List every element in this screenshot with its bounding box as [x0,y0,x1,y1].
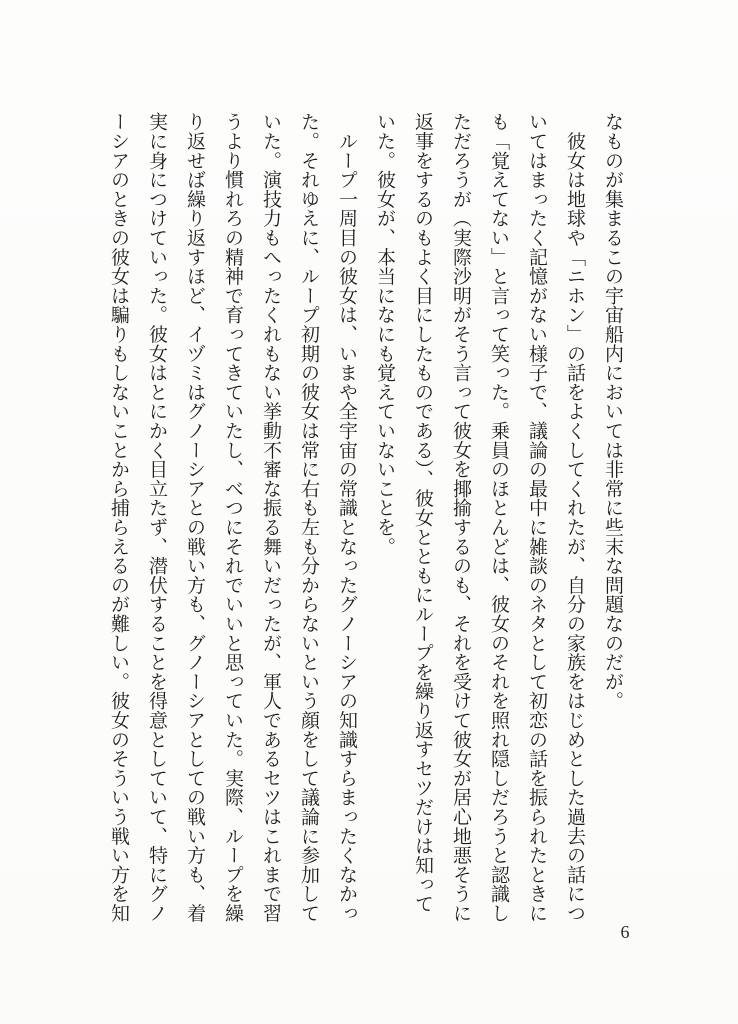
text-column-6: 返事をするのもよく目にしたものである）、彼女とともにループを繰り返すセツだけは知って [412,112,433,914]
text-column-4: も「覚えてない」と言って笑った。乗員のほとんどは、彼女のそれを照れ隠しだろうと認識し [488,112,509,923]
text-column-2: 彼女は地球や「ニホン」の話をよくしてくれたが、自分の家族をはじめとした過去の話につ [564,112,585,923]
text-column-8: ループ一周目の彼女は、いまや全宇宙の常識となったグノーシアの知識すらまったくなかっ [336,112,357,923]
text-column-10: いた。演技力もへったくれもない挙動不審な振る舞いだったが、軍人であるセツはこれまで習 [260,112,281,923]
text-column-5: ただろうが（実際沙明がそう言って彼女を揶揄するのも、それを受けて彼女が居心地悪そうに [450,112,471,923]
text-column-1: なものが集まるこの宇宙船内においては非常に些末な問題なのだが。 [602,112,623,711]
text-column-13: 実に身につけていった。彼女はとにかく目立たず、潜伏することを得意としていて、特にグノ [146,112,167,923]
page-number: 6 [620,922,630,942]
text-column-12: り返せば繰り返すほど、イヅミはグノーシアとの戦い方も、グノーシアとしての戦い方も、着 [184,112,205,923]
text-column-3: いてはまったく記憶がない様子で、議論の最中に雑談のネタとして初恋の話を振られたときに [526,112,547,923]
vertical-text-body [99,112,631,924]
text-column-7: いた。彼女が、本当になにも覚えていないことを。 [374,112,395,556]
text-column-14: ーシアのときの彼女は騙りもしないことから捕らえるのが難しい。彼女のそういう戦い方を知 [108,112,129,923]
text-column-9: た。それゆえに、ループ初期の彼女は常に右も左も分からないという顔をして議論に参加して [298,112,319,923]
text-column-11: うより慣れろの精神で育ってきていたし、べつにそれでいいと思っていた。実際、ループを繰 [222,112,243,923]
